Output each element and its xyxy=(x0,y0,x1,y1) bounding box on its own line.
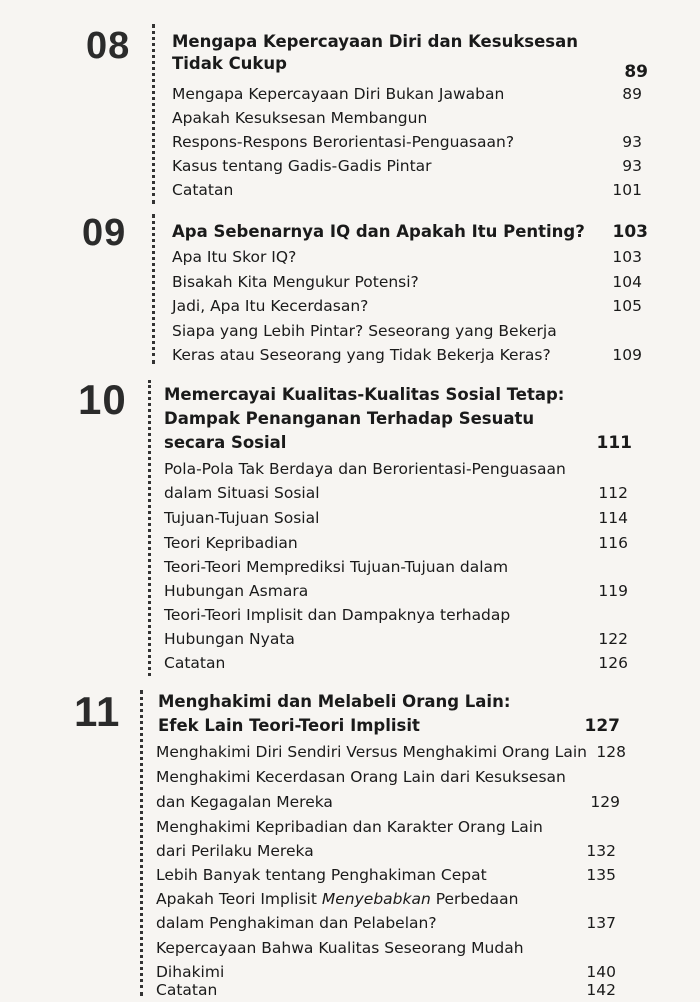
toc-entry: Kasus tentang Gadis-Gadis Pintar 93 xyxy=(172,157,642,175)
toc-entry: Catatan 142 xyxy=(156,981,616,999)
toc-entry: Catatan 126 xyxy=(164,654,628,672)
toc-entry: Menghakimi Kecerdasan Orang Lain dari Kesuksesan xyxy=(156,768,566,786)
toc-entry: dalam Penghakiman dan Pelabelan? 137 xyxy=(156,914,616,932)
toc-entry: dalam Situasi Sosial 112 xyxy=(164,484,628,502)
toc-entry: Jadi, Apa Itu Kecerdasan? 105 xyxy=(172,297,642,315)
toc-entry: Hubungan Nyata 122 xyxy=(164,630,628,648)
chapter-number: 08 xyxy=(86,25,131,67)
chapter-title-page: 89 xyxy=(624,62,648,82)
toc-entry: Teori Kepribadian 116 xyxy=(164,534,628,552)
toc-entry: Siapa yang Lebih Pintar? Seseorang yang Bekerja xyxy=(172,322,557,340)
chapter-number: 11 xyxy=(74,688,121,735)
toc-entry: Apakah Kesuksesan Membangun xyxy=(172,109,428,127)
toc-entry: dari Perilaku Mereka 132 xyxy=(156,842,616,860)
chapter-title: Apa Sebenarnya IQ dan Apakah Itu Penting? 103 xyxy=(172,222,648,242)
toc-entry: Keras atau Seseorang yang Tidak Bekerja Keras? 109 xyxy=(172,346,642,364)
toc-entry: Bisakah Kita Mengukur Potensi? 104 xyxy=(172,273,642,291)
toc-entry: Dihakimi 140 xyxy=(156,963,616,981)
toc-entry: Respons-Respons Berorientasi-Penguasaan? 93 xyxy=(172,133,642,151)
toc-entry xyxy=(0,887,700,911)
chapter-number: 10 xyxy=(78,376,127,423)
chapter-title: secara Sosial 111 xyxy=(164,433,632,453)
toc-entry: Teori-Teori Implisit dan Dampaknya terhadap xyxy=(164,606,511,624)
toc-entry: Catatan 101 xyxy=(172,181,642,199)
chapter-number: 09 xyxy=(82,212,127,254)
chapter-title: Mengapa Kepercayaan Diri dan Kesuksesan xyxy=(172,32,579,51)
toc-entry: Menghakimi Kepribadian dan Karakter Orang Lain xyxy=(156,818,543,836)
chapter-title: Efek Lain Teori-Teori Implisit 127 xyxy=(158,716,620,736)
chapter-title: Menghakimi dan Melabeli Orang Lain: xyxy=(158,692,511,711)
toc-entry: Apa Itu Skor IQ? 103 xyxy=(172,248,642,266)
toc-entry: Pola-Pola Tak Berdaya dan Berorientasi-Penguasaan xyxy=(164,460,566,478)
toc-entry: dan Kegagalan Mereka 129 xyxy=(156,793,620,811)
toc-entry: Lebih Banyak tentang Penghakiman Cepat 135 xyxy=(156,866,616,884)
toc-entry: Tujuan-Tujuan Sosial 114 xyxy=(164,509,628,527)
toc-entry: Mengapa Kepercayaan Diri Bukan Jawaban 89 xyxy=(172,85,642,103)
chapter-title: Dampak Penanganan Terhadap Sesuatu xyxy=(164,409,535,428)
toc-entry: Hubungan Asmara 119 xyxy=(164,582,628,600)
toc-entry: Menghakimi Diri Sendiri Versus Menghakimi Orang Lain 128 xyxy=(156,743,626,761)
chapter-title: Memercayai Kualitas-Kualitas Sosial Tetap: xyxy=(164,385,565,404)
toc-entry: Teori-Teori Memprediksi Tujuan-Tujuan dalam xyxy=(164,558,509,576)
toc-entry-text-html: Apakah Teori Implisit Menyebabkan Perbedaan xyxy=(156,890,519,908)
chapter-title: Tidak Cukup xyxy=(172,54,287,73)
toc-entry: Kepercayaan Bahwa Kualitas Seseorang Mudah xyxy=(156,939,524,957)
